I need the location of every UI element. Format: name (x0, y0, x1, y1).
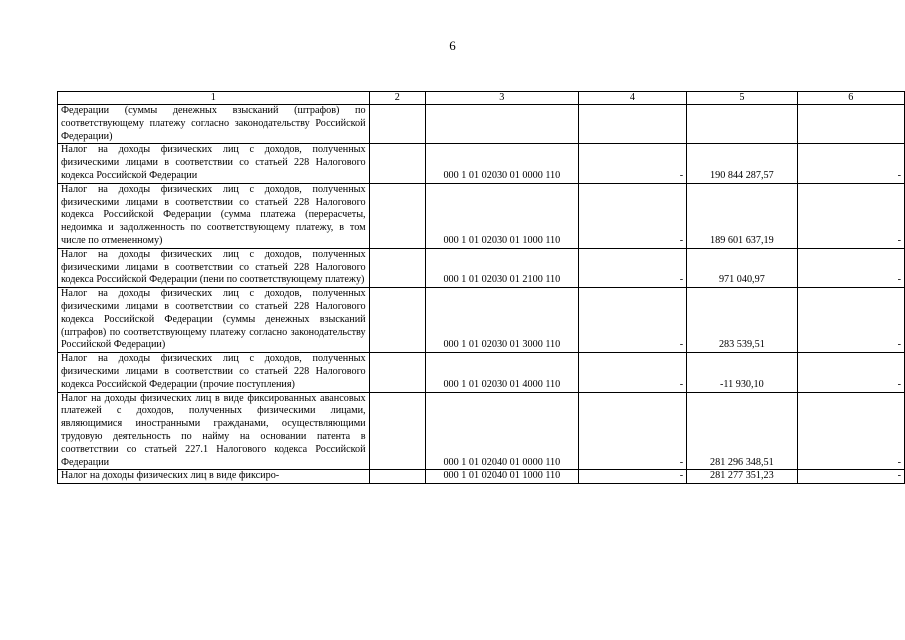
table-row (58, 105, 905, 144)
row-name: Налог на доходы физических лиц в виде фиксированных авансовых платежей с доходов, полученных физическими лицами, являющимися иностранными гражданами, осуществляющими трудовую деятельность по найму на основании патента в соответствии со статьей 227.1 Налогового кодекса Российской Федерации (58, 392, 370, 470)
row-col4: - (578, 288, 686, 353)
table-row (58, 353, 905, 392)
row-name: Федерации (суммы денежных взысканий (штрафов) по соответствующему платежу согласно законодательству Российской Федерации) (58, 105, 370, 144)
row-code: 000 1 01 02030 01 4000 110 (425, 353, 578, 392)
row-col4: - (578, 470, 686, 484)
row-amount: -11 930,10 (687, 353, 797, 392)
row-col2 (369, 470, 425, 484)
row-col2 (369, 144, 425, 183)
row-code: 000 1 01 02030 01 1000 110 (425, 183, 578, 248)
table-row (58, 392, 905, 470)
table-row (58, 288, 905, 353)
table-row (58, 144, 905, 183)
row-col6: - (797, 144, 904, 183)
column-header: 6 (797, 92, 904, 105)
row-amount: 281 296 348,51 (687, 392, 797, 470)
row-col4: - (578, 144, 686, 183)
row-amount: 190 844 287,57 (687, 144, 797, 183)
row-code: 000 1 01 02040 01 0000 110 (425, 392, 578, 470)
row-col6: - (797, 470, 904, 484)
row-col6: - (797, 392, 904, 470)
row-code: 000 1 01 02030 01 0000 110 (425, 144, 578, 183)
row-col2 (369, 392, 425, 470)
row-amount: 189 601 637,19 (687, 183, 797, 248)
page-number: 6 (449, 38, 456, 53)
row-code: 000 1 01 02030 01 3000 110 (425, 288, 578, 353)
row-col4 (578, 105, 686, 144)
column-header: 4 (578, 92, 686, 105)
row-amount: 971 040,97 (687, 248, 797, 287)
column-header: 3 (425, 92, 578, 105)
revenue-table (57, 91, 905, 484)
row-col2 (369, 248, 425, 287)
row-col6: - (797, 183, 904, 248)
row-col4: - (578, 183, 686, 248)
row-col4: - (578, 392, 686, 470)
row-name: Налог на доходы физических лиц с доходов, полученных физическими лицами в соответствии со статьей 228 Налогового кодекса Российской Федерации (58, 144, 370, 183)
row-col2 (369, 288, 425, 353)
row-name: Налог на доходы физических лиц с доходов, полученных физическими лицами в соответствии со статьей 228 Налогового кодекса Российской Федерации (сумма платежа (перерасчеты, недоимка и задолженность по соответствующему платежу, в том числе по отмененному) (58, 183, 370, 248)
row-amount (687, 105, 797, 144)
row-col6: - (797, 353, 904, 392)
row-name: Налог на доходы физических лиц с доходов, полученных физическими лицами в соответствии со статьей 228 Налогового кодекса Российской Федерации (пени по соответствующему платежу) (58, 248, 370, 287)
row-name: Налог на доходы физических лиц с доходов, полученных физическими лицами в соответствии со статьей 228 Налогового кодекса Российской Федерации (прочие поступления) (58, 353, 370, 392)
row-col2 (369, 183, 425, 248)
row-col4: - (578, 353, 686, 392)
row-name: Налог на доходы физических лиц с доходов, полученных физическими лицами в соответствии со статьей 228 Налогового кодекса Российской Федерации (суммы денежных взысканий (штрафов) по соответствующему платежу согласно законодательству Российской Федерации) (58, 288, 370, 353)
row-code: 000 1 01 02040 01 1000 110 (425, 470, 578, 484)
column-header: 2 (369, 92, 425, 105)
row-col6: - (797, 288, 904, 353)
column-header: 5 (687, 92, 797, 105)
column-header: 1 (58, 92, 370, 105)
table-header-row (58, 92, 905, 105)
row-amount: 283 539,51 (687, 288, 797, 353)
table-row (58, 248, 905, 287)
row-col4: - (578, 248, 686, 287)
table-row (58, 470, 905, 484)
row-amount: 281 277 351,23 (687, 470, 797, 484)
table-row (58, 183, 905, 248)
row-col2 (369, 105, 425, 144)
row-code: 000 1 01 02030 01 2100 110 (425, 248, 578, 287)
row-col6 (797, 105, 904, 144)
row-col2 (369, 353, 425, 392)
row-name: Налог на доходы физических лиц в виде фиксиро- (58, 470, 370, 484)
row-code (425, 105, 578, 144)
row-col6: - (797, 248, 904, 287)
